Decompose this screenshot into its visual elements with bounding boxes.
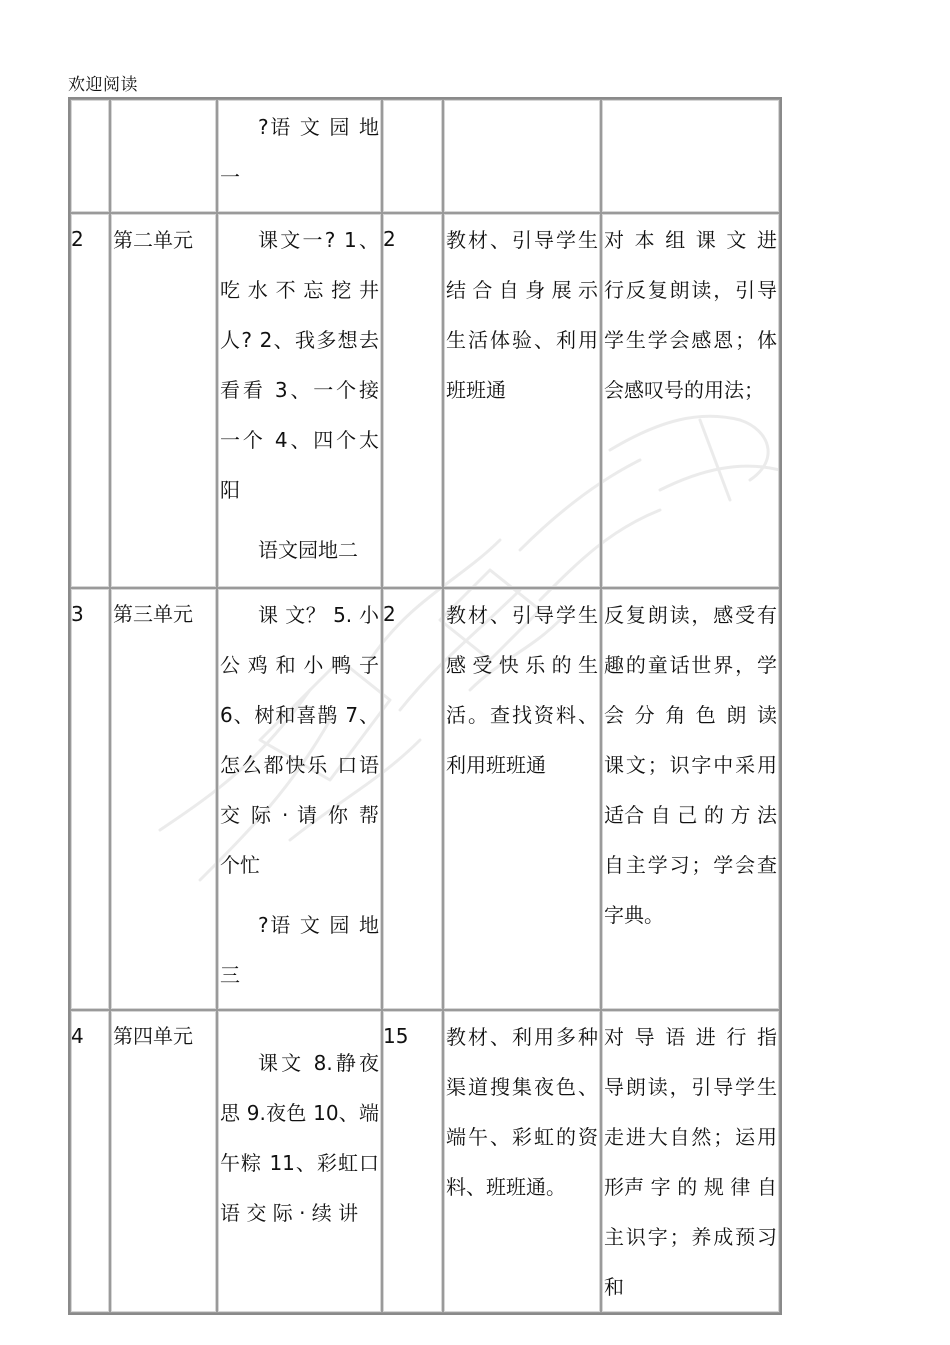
content-cell [217,99,382,213]
hours-cell [382,99,443,213]
row-number-cell: 2 [70,213,110,588]
page-header: 欢迎阅读 [68,75,138,95]
hours-cell: 2 [382,588,443,1010]
method-cell: 教材、利用多种渠道搜集夜色、端午、彩虹的资料、班班通。 [443,1010,601,1313]
table-row [70,1010,780,1313]
goal-cell [601,99,780,213]
unit-cell: 第三单元 [110,588,217,1010]
content-text: ?语 文 园 地三 [220,913,379,987]
unit-cell [110,99,217,213]
method-cell [443,99,601,213]
hours-cell: 15 [382,1010,443,1313]
table-row [70,213,780,588]
lesson-plan-table [68,97,782,1315]
table-row [70,99,780,213]
content-text: 语文园地二 [258,538,358,562]
content-text: 课 文？ 5. 小公鸡和小鸭子 6、树和喜鹊 7、怎么都快乐 口语交 际 · 请 你 帮 个忙 [220,603,379,877]
content-cell [217,1010,382,1313]
unit-cell: 第二单元 [110,213,217,588]
content-text: ?语 文 园 地 一 [220,115,379,189]
table-row [70,588,780,1010]
row-number-cell [70,99,110,213]
content-text: 课文一? 1、吃 水 不 忘 挖 井 人? 2、我多想去看看 3、一个接一个 4、四个太阳 [220,228,379,502]
method-cell: 教材、引导学生感 受 快 乐 的 生活。查找资料、利用班班通 [443,588,601,1010]
goal-cell: 对 本 组 课 文 进 行反复朗读，引导学生学会感恩；体会感叹号的用法； [601,213,780,588]
content-text: 课文 8.静夜思 9.夜色 10、端午粽 11、彩虹口 语 交 际 · 续 讲 [220,1051,379,1225]
content-cell [217,213,382,588]
row-number-cell: 4 [70,1010,110,1313]
unit-cell: 第四单元 [110,1010,217,1313]
goal-cell: 反复朗读，感受有趣的童话世界，学会 分 角 色 朗 读 课文；识字中采用适合 自 己 的 方 法 自主学习；学会查字典。 [601,588,780,1010]
content-cell [217,588,382,1010]
row-number-cell: 3 [70,588,110,1010]
goal-cell: 对 导 语 进 行 指 导朗读，引导学生走进大自然；运用形声 字 的 规 律 自 主识字；养成预习和 [601,1010,780,1313]
hours-cell: 2 [382,213,443,588]
method-cell: 教材、引导学生结 合 自 身 展 示生活体验、利用班班通 [443,213,601,588]
